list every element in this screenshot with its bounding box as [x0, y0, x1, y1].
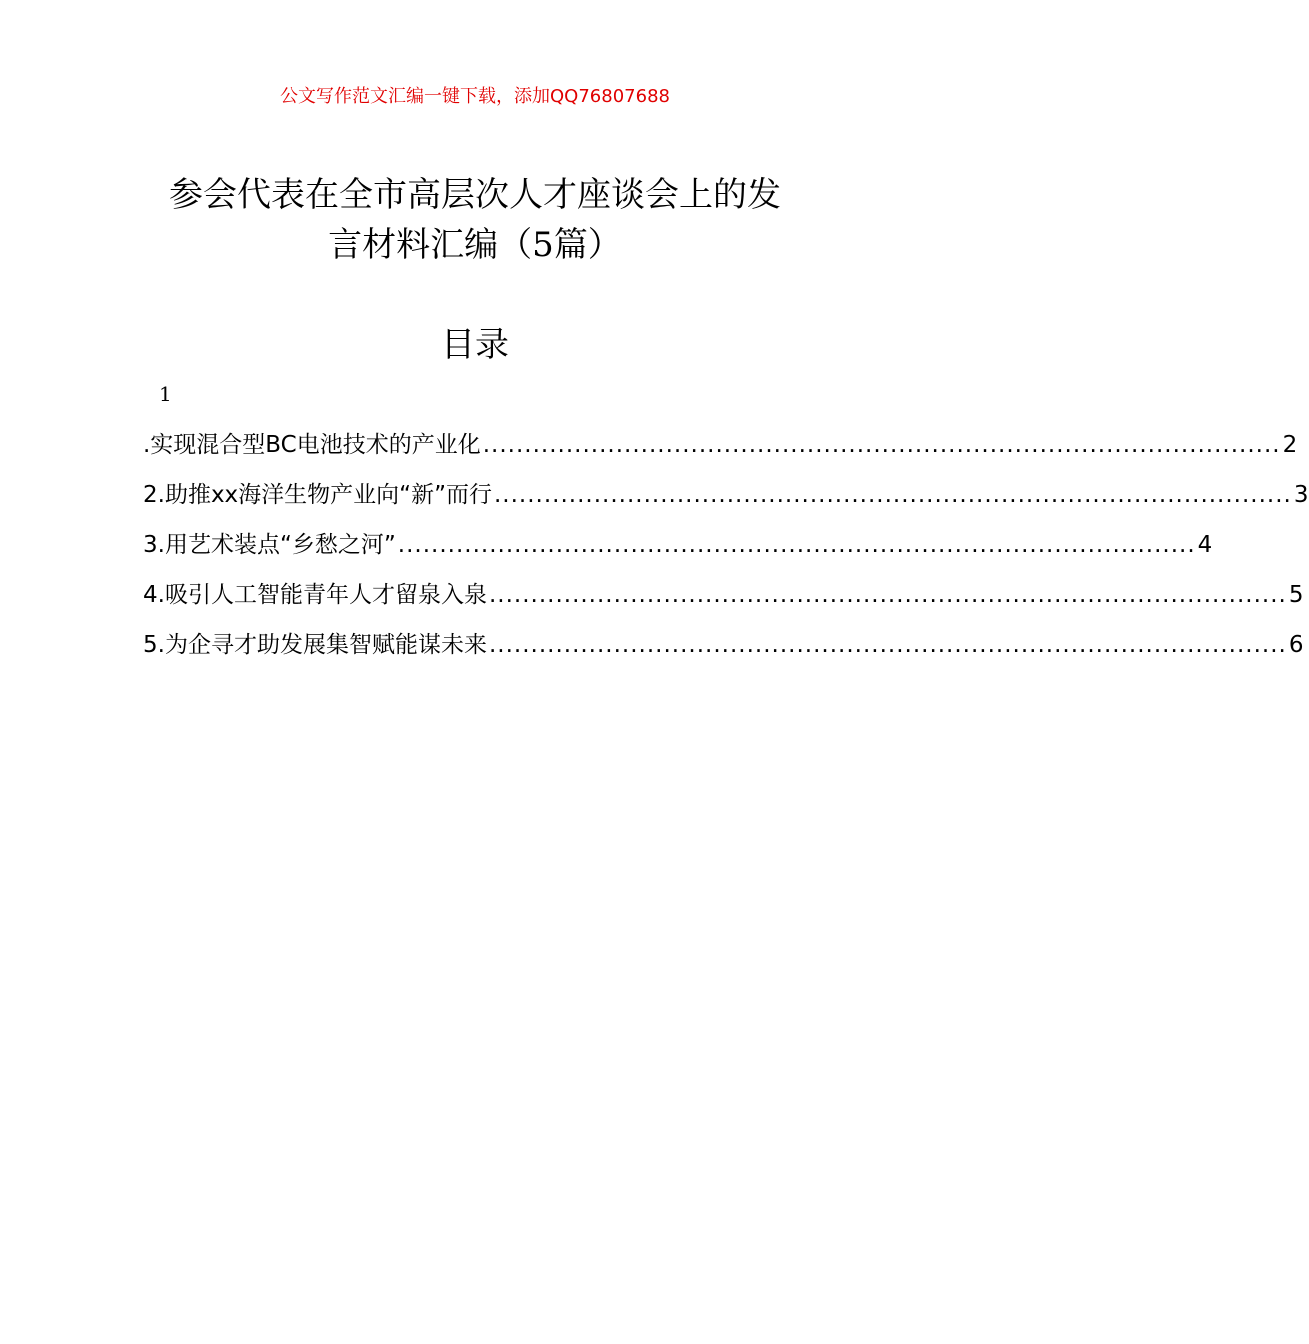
document-title-line-2 — [140, 220, 810, 270]
title-line-2-prefix: 言材料汇编（ — [328, 225, 533, 265]
toc-entry-2[interactable] — [143, 470, 1309, 520]
toc-entry-5[interactable] — [143, 620, 1304, 670]
toc-entry-text: 5.为企寻才助发展集智赋能谋未来 — [143, 632, 487, 658]
title-count-number: 5 — [532, 225, 554, 265]
toc-page-number: 4 — [1197, 532, 1213, 558]
toc-entry-1[interactable] — [143, 420, 1298, 470]
toc-page-number: 6 — [1288, 632, 1304, 658]
toc-entry-text: .实现混合型BC电池技术的产业化 — [143, 432, 481, 458]
toc-entry-text: 2.助推xx海洋生物产业向“新”而行 — [143, 482, 492, 508]
document-title — [140, 170, 810, 270]
document-title-line-1: 参会代表在全市高层次人才座谈会上的发 — [169, 175, 781, 215]
toc-dot-leader: ................................................................................................ — [397, 532, 1196, 558]
toc-entry-3[interactable] — [143, 520, 1213, 570]
toc-entry-4[interactable] — [143, 570, 1304, 620]
toc-page-number: 5 — [1288, 582, 1304, 608]
toc-dot-leader: ................................................................................................ — [494, 482, 1292, 508]
title-line-2-suffix: 篇） — [553, 225, 622, 265]
toc-stray-number: 1 — [159, 382, 172, 406]
toc-entry-text: 4.吸引人工智能青年人才留泉入泉 — [143, 582, 487, 608]
table-of-contents — [143, 420, 1309, 670]
toc-page-number: 2 — [1282, 432, 1298, 458]
header-note: 公文写作范文汇编一键下载，添加QQ76807688 — [280, 86, 670, 107]
toc-dot-leader: ................................................................................................ — [488, 632, 1287, 658]
toc-heading: 目录 — [441, 325, 509, 365]
toc-dot-leader: ................................................................................................ — [488, 582, 1287, 608]
toc-page-number: 3 — [1293, 482, 1309, 508]
toc-entry-text: 3.用艺术装点“乡愁之河” — [143, 532, 396, 558]
toc-dot-leader: ................................................................................................ — [482, 432, 1281, 458]
